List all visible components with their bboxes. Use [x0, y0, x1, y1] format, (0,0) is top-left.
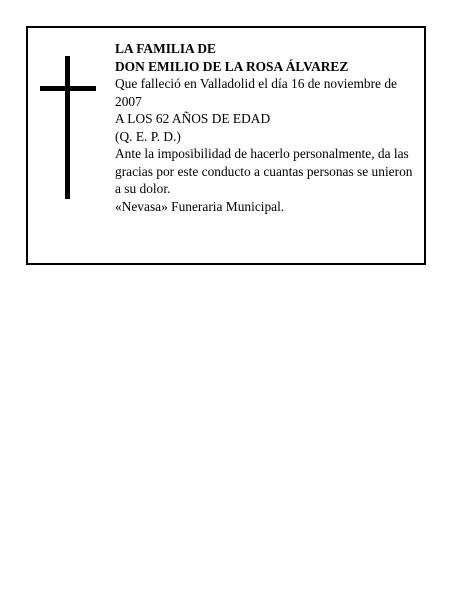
- cross-horizontal-bar: [40, 86, 96, 91]
- cross-vertical-bar: [65, 56, 70, 199]
- age-at-death: A LOS 62 AÑOS DE EDAD: [115, 111, 271, 126]
- cross-icon: [40, 56, 96, 199]
- deceased-name: DON EMILIO DE LA ROSA ÁLVAREZ: [115, 58, 349, 74]
- death-info: Que falleció en Valladolid el día 16 de noviembre de 2007: [115, 76, 397, 109]
- obituary-notice: [26, 26, 426, 265]
- family-header: LA FAMILIA DE: [115, 41, 216, 56]
- notice-text: [115, 40, 421, 215]
- funeral-home: «Nevasa» Funeraria Municipal.: [115, 198, 285, 214]
- rip-text: (Q. E. P. D.): [115, 128, 181, 144]
- thanks-text: Ante la imposibilidad de hacerlo personalmente, da las gracias por este conducto a cuantas personas se unieron a su dolor.: [115, 146, 413, 196]
